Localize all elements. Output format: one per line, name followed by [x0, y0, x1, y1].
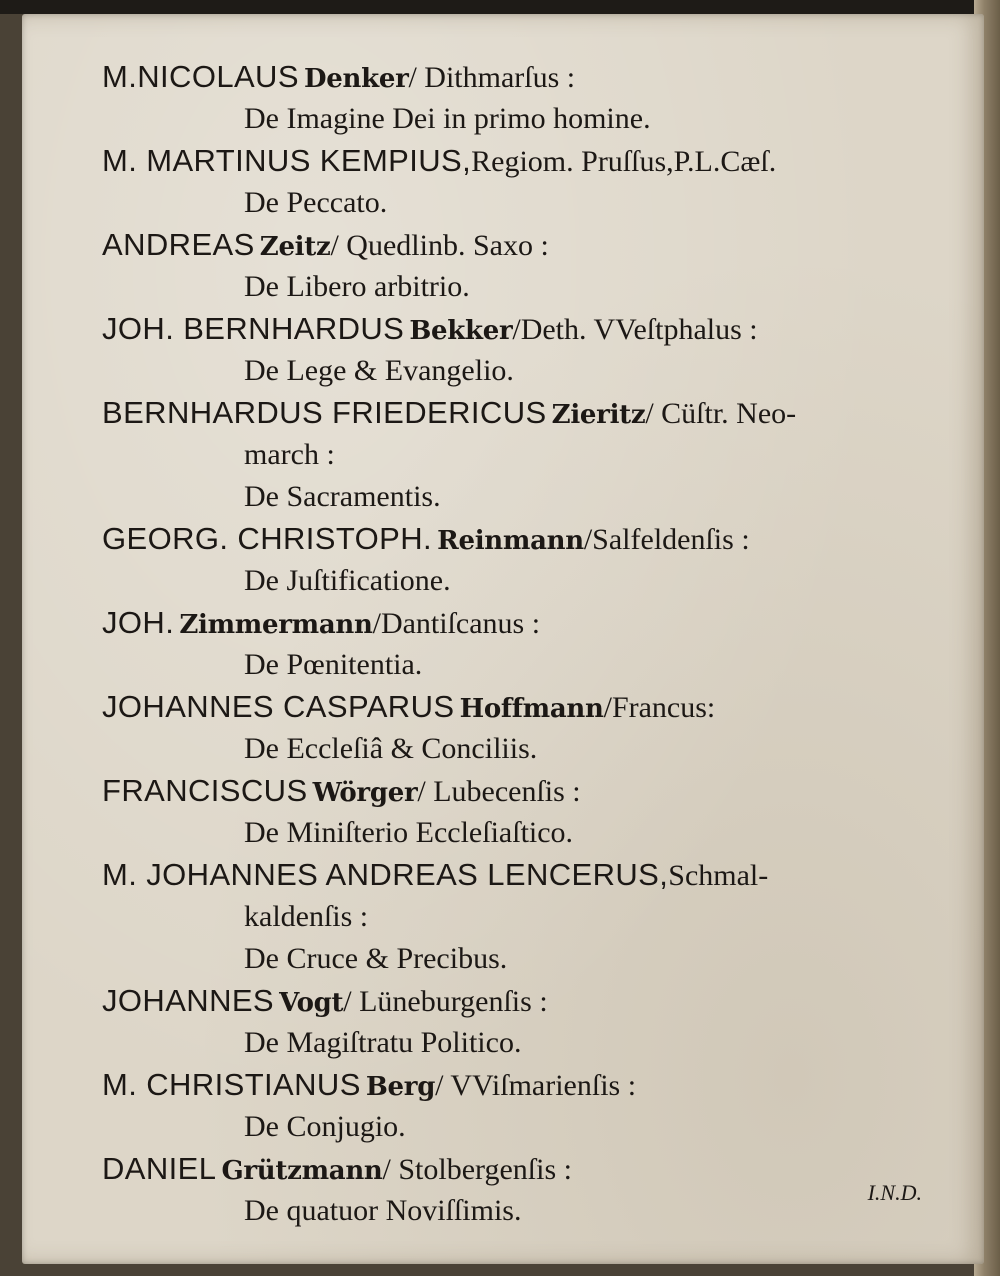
entry-origin: /Francus: — [603, 691, 716, 724]
list-item — [102, 854, 942, 980]
list-item — [102, 224, 942, 308]
entry-given-name: M. MARTINUS KEMPIUS, — [102, 143, 472, 178]
list-item — [102, 686, 942, 770]
entry-topic: De Peccato. — [244, 186, 388, 219]
entry-name-line — [102, 854, 942, 896]
entry-topic: De Cruce & Precibus. — [244, 942, 508, 975]
entry-name-line — [102, 224, 942, 266]
entry-name-line — [102, 56, 942, 98]
list-item — [102, 1064, 942, 1148]
entry-origin: / Quedlinb. Saxo : — [330, 229, 549, 262]
entry-origin: / Cüſtr. Neo- — [645, 397, 797, 430]
entry-given-name: M. CHRISTIANUS — [102, 1067, 361, 1102]
list-item — [102, 980, 942, 1064]
entry-surname: Vogt — [279, 988, 344, 1018]
entry-given-name: DANIEL — [102, 1151, 217, 1186]
entry-given-name: M.NICOLAUS — [102, 59, 299, 94]
list-item — [102, 140, 942, 224]
entry-origin: / Lubecenſis : — [417, 775, 581, 808]
entry-origin: / VViſmarienſis : — [435, 1069, 637, 1102]
list-item — [102, 56, 942, 140]
entry-origin: Schmal- — [668, 859, 769, 892]
entry-origin-continuation: march : — [244, 438, 335, 471]
entry-given-name: M. JOHANNES ANDREAS LENCERUS, — [102, 857, 669, 892]
entry-origin: / Lüneburgenſis : — [343, 985, 548, 1018]
entry-topic: De Libero arbitrio. — [244, 270, 470, 303]
list-item — [102, 518, 942, 602]
entry-surname: Hoffmann — [459, 694, 604, 724]
entry-surname: Reinmann — [437, 526, 584, 556]
entry-topic: De Eccleſiâ & Conciliis. — [244, 732, 538, 765]
entry-topic: De Imagine Dei in primo homine. — [244, 102, 651, 135]
entry-given-name: GEORG. CHRISTOPH. — [102, 521, 433, 556]
list-item — [102, 392, 942, 518]
entry-surname: Zieritz — [551, 400, 646, 430]
entry-given-name: ANDREAS — [102, 227, 255, 262]
list-item — [102, 308, 942, 392]
entry-topic: De Sacramentis. — [244, 480, 441, 513]
entry-topic: De Miniſterio Eccleſiaſtico. — [244, 816, 574, 849]
entry-topic: De Juſtificatione. — [244, 564, 451, 597]
entry-origin: / Dithmarſus : — [408, 61, 576, 94]
document-page — [22, 14, 984, 1264]
entry-topic: De quatuor Noviſſimis. — [244, 1194, 522, 1227]
entry-origin: /Salfeldenſis : — [583, 523, 750, 556]
entry-surname: Grützmann — [221, 1156, 383, 1186]
entry-origin: /Dantiſcanus : — [372, 607, 541, 640]
entry-surname: Zimmermann — [179, 610, 373, 640]
entry-name-line — [102, 980, 942, 1022]
respondent-list — [102, 56, 942, 1232]
entry-topic: De Lege & Evangelio. — [244, 354, 514, 387]
entry-origin: Regiom. Pruſſus,P.L.Cæſ. — [471, 145, 777, 178]
entry-origin-continuation: kaldenſis : — [244, 900, 369, 933]
entry-surname: Bekker — [409, 316, 513, 346]
entry-surname: Wörger — [312, 778, 418, 808]
entry-given-name: FRANCISCUS — [102, 773, 308, 808]
entry-surname: Denker — [304, 64, 409, 94]
entry-name-line — [102, 140, 942, 182]
entry-given-name: JOH. BERNHARDUS — [102, 311, 405, 346]
catchword: I.N.D. — [867, 1180, 922, 1205]
entry-origin: / Stolbergenſis : — [382, 1153, 572, 1186]
entry-given-name: JOH. — [102, 605, 175, 640]
entry-origin: /Deth. VVeſtphalus : — [512, 313, 758, 346]
entry-topic: De Conjugio. — [244, 1110, 406, 1143]
entry-name-line — [102, 770, 942, 812]
page-top-shadow — [0, 0, 1000, 14]
entry-name-line — [102, 602, 942, 644]
entry-surname: Berg — [365, 1072, 436, 1102]
entry-given-name: JOHANNES CASPARUS — [102, 689, 455, 724]
entry-topic: De Pœnitentia. — [244, 648, 423, 681]
list-item — [102, 602, 942, 686]
entry-name-line — [102, 686, 942, 728]
list-item — [102, 770, 942, 854]
entry-name-line — [102, 308, 942, 350]
entry-name-line — [102, 1064, 942, 1106]
entry-given-name: JOHANNES — [102, 983, 275, 1018]
entry-surname: Zeitz — [259, 232, 331, 262]
entry-name-line — [102, 518, 942, 560]
entry-name-line — [102, 1148, 942, 1190]
entry-topic: De Magiſtratu Politico. — [244, 1026, 522, 1059]
entry-given-name: BERNHARDUS FRIEDERICUS — [102, 395, 547, 430]
entry-name-line — [102, 392, 942, 434]
list-item — [102, 1148, 942, 1232]
